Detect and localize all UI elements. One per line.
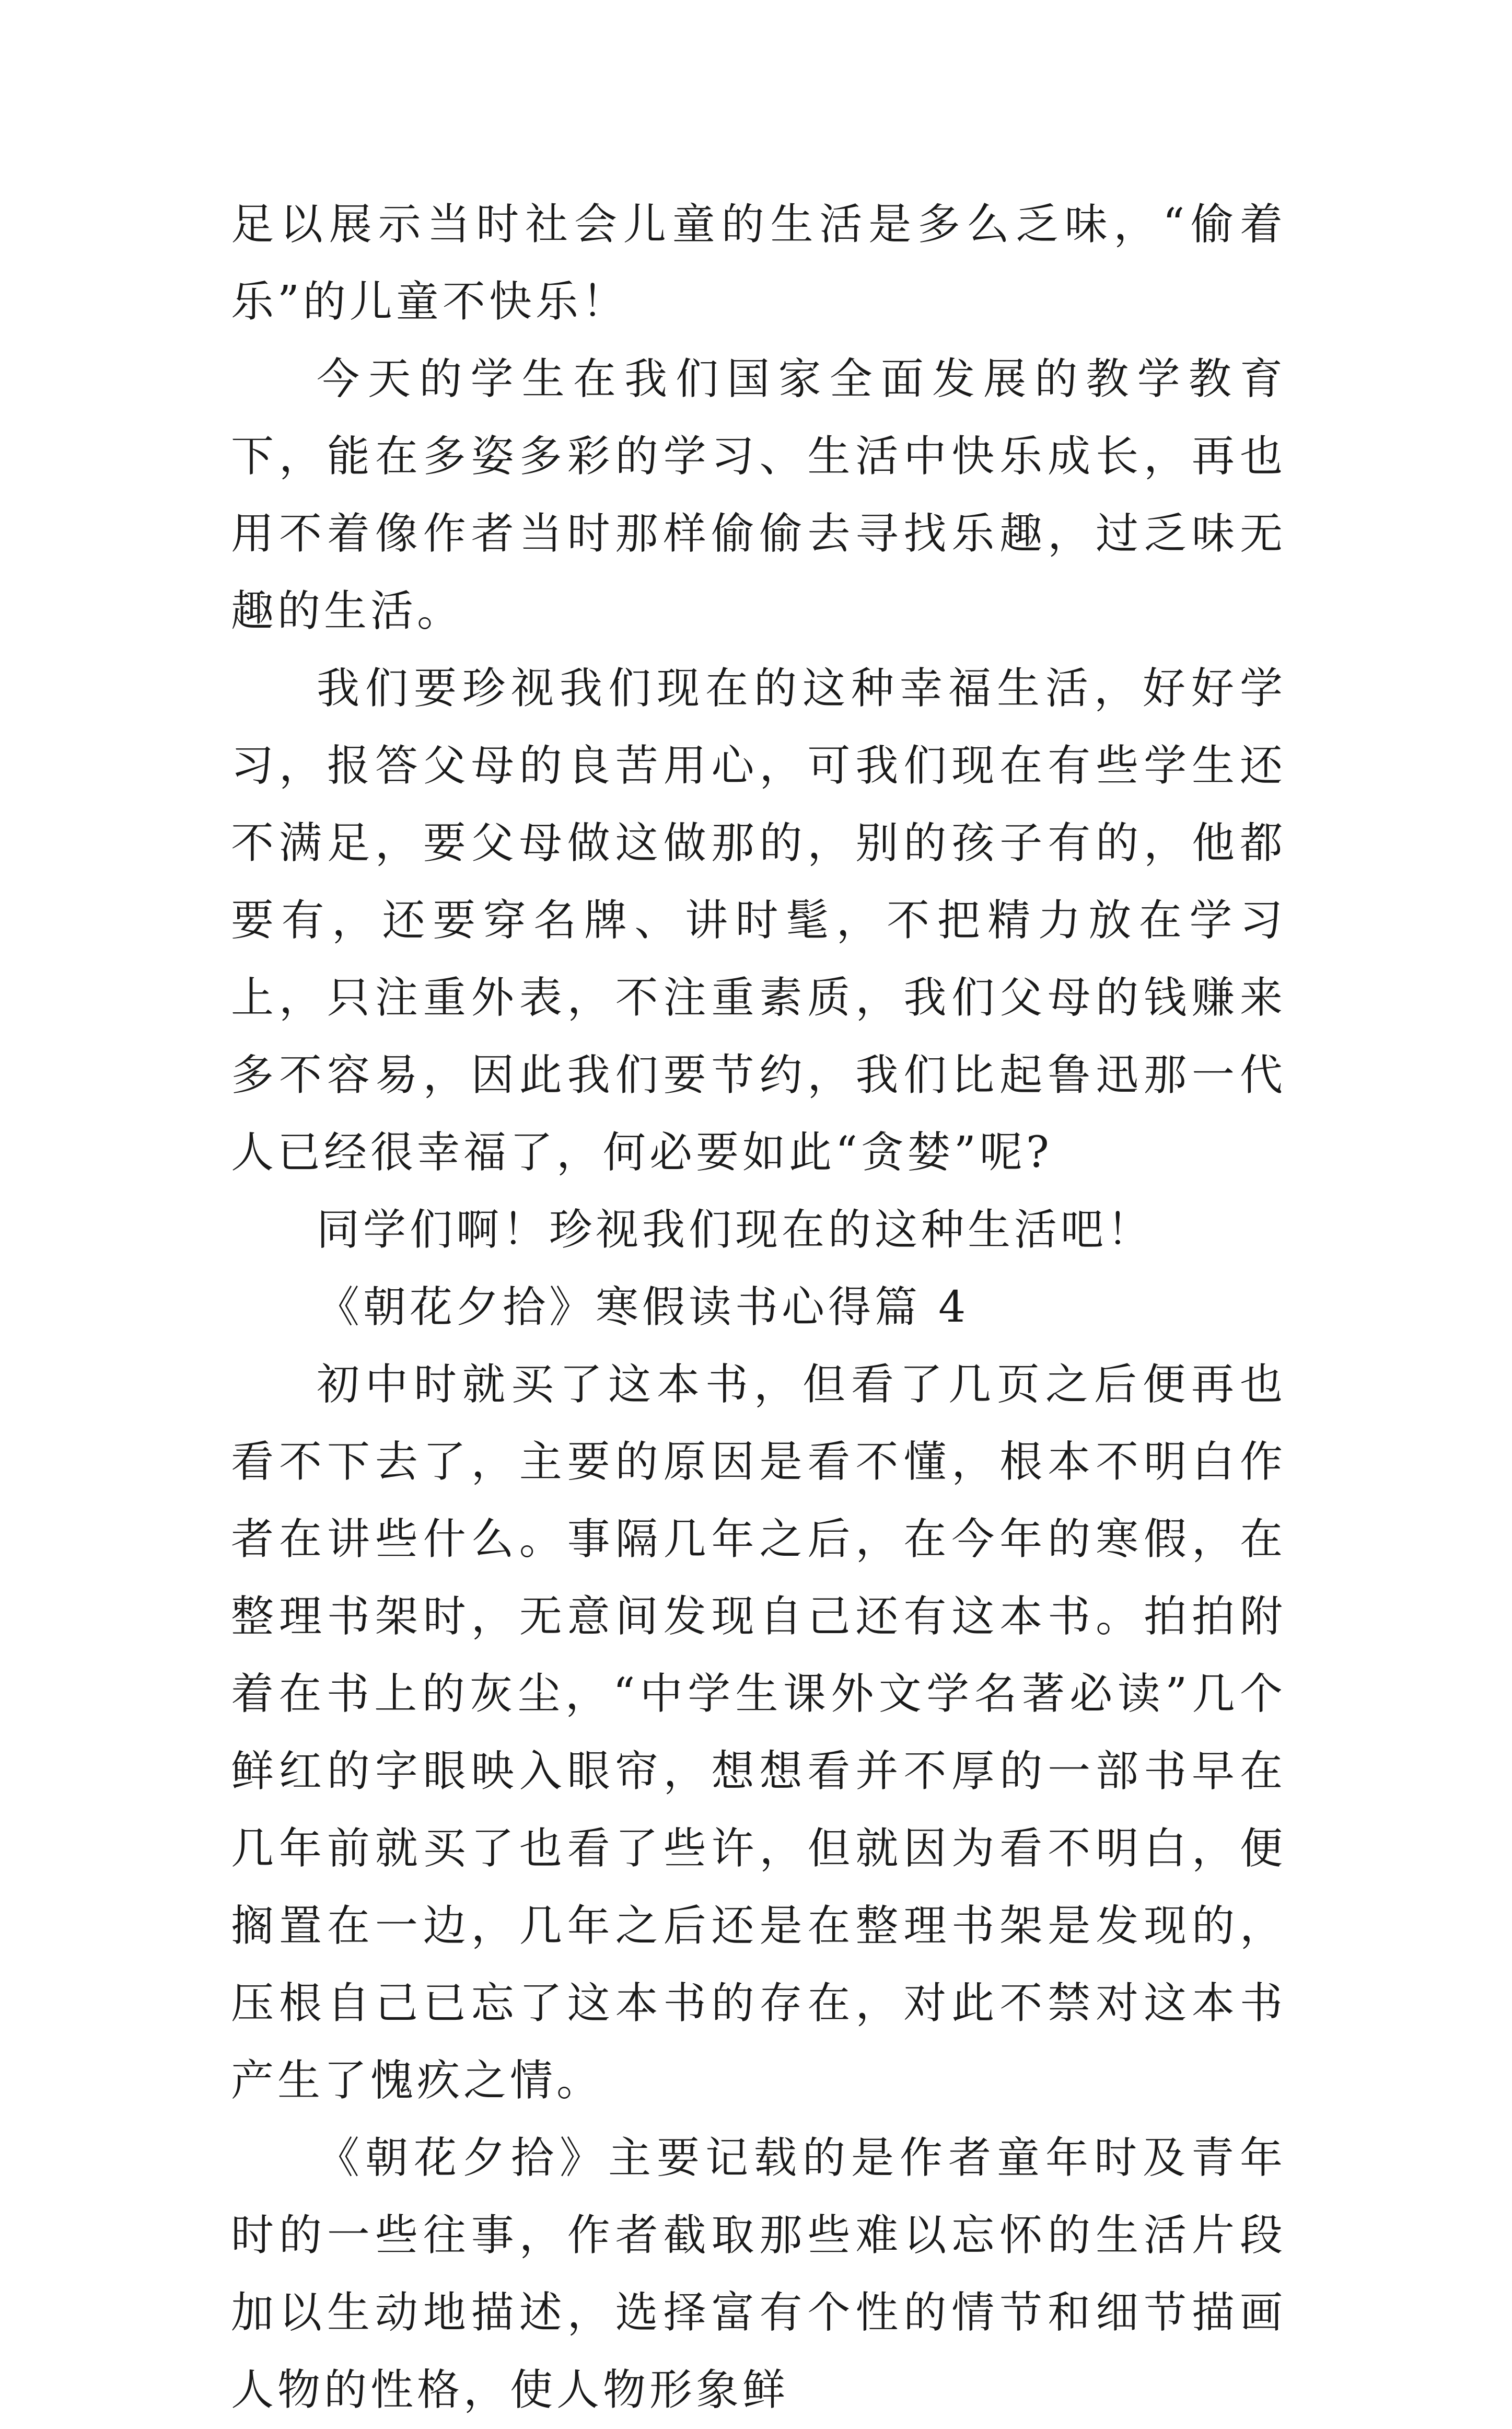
body-text	[231, 186, 1286, 2429]
paragraph: 今天的学生在我们国家全面发展的教学教育下，能在多姿多彩的学习、生活中快乐成长，再也用不着像作者当时那样偷偷去寻找乐趣，过乏味无趣的生活。	[231, 354, 1286, 636]
section-heading: 《朝花夕拾》寒假读书心得篇 4	[317, 1282, 970, 1332]
paragraph: 我们要珍视我们现在的这种幸福生活，好好学习，报答父母的良苦用心，可我们现在有些学生还不满足，要父母做这做那的，别的孩子有的，他都要有，还要穿名牌、讲时髦，不把精力放在学习上，只注重外表，不注重素质，我们父母的钱赚来多不容易，因此我们要节约，我们比起鲁迅那一代人已经很幸福了，何必要如此“贪婪”呢?	[231, 664, 1286, 1177]
paragraph: 初中时就买了这本书，但看了几页之后便再也看不下去了，主要的原因是看不懂，根本不明白作者在讲些什么。事隔几年之后，在今年的寒假，在整理书架时，无意间发现自己还有这本书。拍拍附着在书上的灰尘，“中学生课外文学名著必读”几个鲜红的字眼映入眼帘，想想看并不厚的一部书早在几年前就买了也看了些许，但就因为看不明白，便搁置在一边，几年之后还是在整理书架是发现的，压根自己已忘了这本书的存在，对此不禁对这本书产生了愧疚之情。	[231, 1360, 1286, 2106]
paragraph: 《朝花夕拾》主要记载的是作者童年时及青年时的一些往事，作者截取那些难以忘怀的生活片段加以生动地描述，选择富有个性的情节和细节描画人物的性格，使人物形象鲜	[231, 2133, 1286, 2415]
paragraph-continued: 足以展示当时社会儿童的生活是多么乏味，“偷着乐”的儿童不快乐！	[231, 200, 1286, 327]
paragraph: 同学们啊！珍视我们现在的这种生活吧！	[317, 1205, 1154, 1255]
